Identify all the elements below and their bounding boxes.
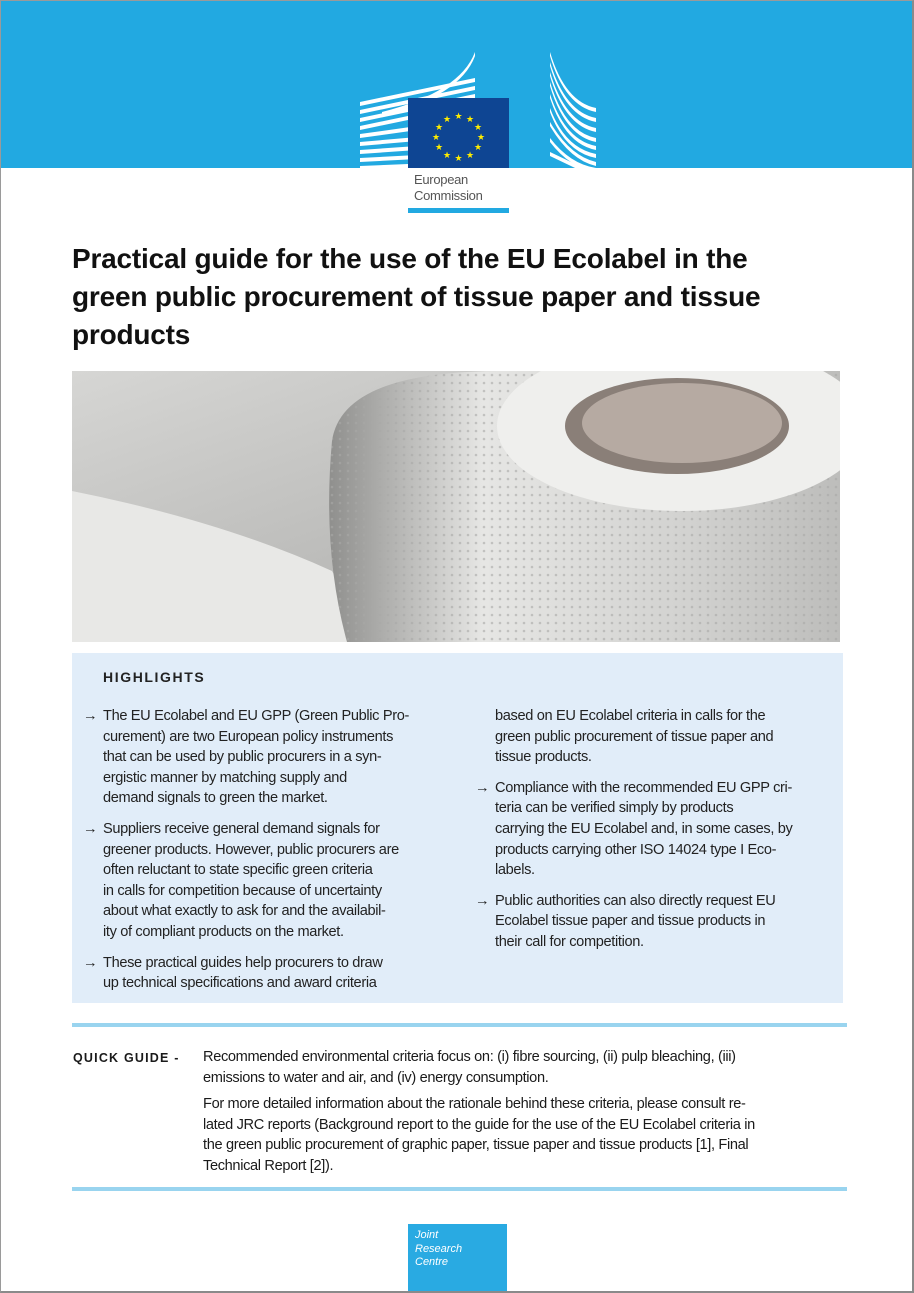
text-line: demand signals to green the market.	[103, 790, 328, 807]
text-line: based on EU Ecolabel criteria in calls for the	[495, 708, 766, 724]
title-line: Practical guide for the use of the EU Ecolabel in the	[72, 243, 748, 274]
quick-guide-paragraph	[203, 1094, 833, 1176]
svg-text:★: ★	[434, 123, 444, 133]
european-commission-wordmark	[414, 172, 483, 204]
text-line: Suppliers receive general demand signals for	[103, 820, 380, 837]
divider-top	[72, 1023, 847, 1027]
logo-underline	[408, 208, 509, 213]
text-line: Recommended environmental criteria focus on: (i) fibre sourcing, (ii) pulp bleaching, (iii)	[203, 1049, 736, 1065]
tissue-roll-photo	[72, 371, 840, 642]
highlights-heading: HIGHLIGHTS	[103, 669, 206, 685]
text-line: greener products. However, public procurers are	[103, 841, 399, 858]
logo-line: European	[414, 172, 468, 187]
highlight-item	[83, 706, 453, 809]
arrow-icon: →	[475, 779, 490, 796]
text-line: Public authorities can also directly request EU	[495, 892, 776, 909]
title-line: products	[72, 319, 191, 350]
text-line: about what exactly to ask for and the availabil-	[103, 903, 386, 920]
svg-text:★: ★	[465, 115, 475, 125]
arrow-icon: →	[475, 892, 490, 909]
text-line: often reluctant to state specific green criteria	[103, 862, 373, 879]
svg-text:★: ★	[454, 154, 463, 164]
text-line: curement) are two European policy instruments	[103, 728, 394, 745]
text-line: carrying the EU Ecolabel and, in some cases, by	[495, 820, 793, 837]
text-line: tissue products.	[495, 749, 592, 766]
text-line: teria can be verified simply by products	[495, 800, 734, 817]
highlights-column-1	[83, 706, 453, 1004]
text-line: labels.	[495, 862, 535, 879]
text-line: Ecolabel tissue paper and tissue products in	[495, 913, 766, 930]
text-line: The EU Ecolabel and EU GPP (Green Public Pro-	[103, 708, 410, 724]
text-line: For more detailed information about the rationale behind these criteria, please consult re-	[203, 1096, 746, 1113]
text-line: emissions to water and air, and (iv) energy consumption.	[203, 1069, 549, 1086]
highlight-item	[83, 819, 453, 943]
logo-line: Commission	[414, 188, 483, 203]
text-line: their call for competition.	[495, 933, 644, 950]
text-line: These practical guides help procurers to draw	[103, 954, 383, 971]
svg-text:★: ★	[473, 143, 483, 153]
jrc-logo	[408, 1224, 507, 1291]
arrow-icon: →	[83, 954, 98, 971]
page-title	[72, 240, 852, 354]
divider-bottom	[72, 1187, 847, 1191]
highlight-item	[475, 891, 840, 953]
text-line: in calls for competition because of uncertainty	[103, 882, 382, 899]
svg-text:★: ★	[442, 151, 452, 161]
svg-text:★: ★	[431, 133, 441, 143]
highlight-item	[83, 953, 453, 994]
text-line: Technical Report [2]).	[203, 1157, 334, 1174]
text-line: ergistic manner by matching supply and	[103, 769, 347, 786]
quick-guide-label: QUICK GUIDE -	[73, 1051, 180, 1065]
jrc-line: Joint	[415, 1229, 439, 1241]
svg-text:★: ★	[473, 123, 483, 133]
svg-text:★: ★	[442, 115, 452, 125]
text-line: Compliance with the recommended EU GPP cri-	[495, 779, 792, 796]
highlight-item-continued	[495, 706, 840, 768]
arrow-icon: →	[83, 820, 98, 837]
quick-guide-paragraph	[203, 1047, 833, 1088]
highlights-box	[72, 653, 843, 1003]
quick-guide-text	[203, 1047, 833, 1183]
svg-text:★: ★	[476, 133, 486, 143]
highlight-item	[475, 778, 840, 881]
svg-text:★: ★	[454, 112, 463, 122]
jrc-line: Centre	[415, 1256, 449, 1268]
text-line: up technical specifications and award criteria	[103, 975, 377, 992]
text-line: products carrying other ISO 14024 type I Eco-	[495, 841, 777, 858]
text-line: the green public procurement of graphic paper, tissue paper and tissue products [1], Final	[203, 1137, 749, 1154]
title-line: green public procurement of tissue paper and tissue	[72, 281, 761, 312]
arrow-icon: →	[83, 708, 98, 724]
text-line: ity of compliant products on the market.	[103, 923, 344, 940]
svg-text:★: ★	[465, 151, 475, 161]
text-line: lated JRC reports (Background report to the guide for the use of the EU Ecolabel criteria in	[203, 1116, 755, 1133]
jrc-line: Research	[415, 1242, 463, 1255]
svg-text:★: ★	[434, 143, 444, 153]
highlights-column-2	[475, 706, 840, 963]
text-line: green public procurement of tissue paper and	[495, 728, 774, 745]
text-line: that can be used by public procurers in a syn-	[103, 749, 382, 766]
